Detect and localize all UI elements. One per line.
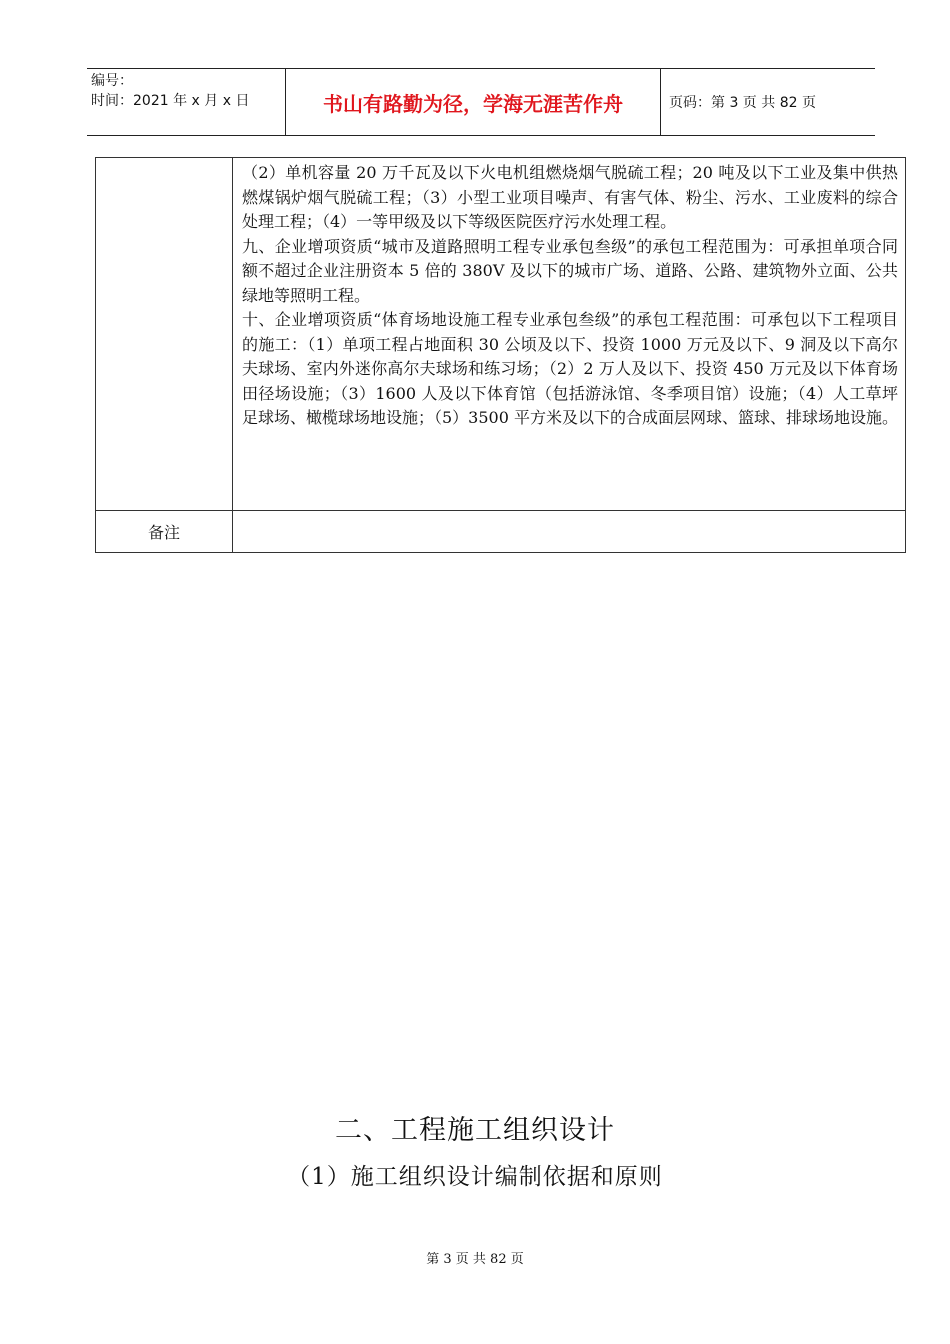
header-number-label: 编号： [91, 73, 133, 89]
header-page-info: 页码：第 3 页 共 82 页 [669, 95, 816, 111]
table-paragraph: （2）单机容量 20 万千瓦及以下火电机组燃烧烟气脱硫工程；20 吨及以下工业及集中供热燃煤锅炉烟气脱硫工程；（3）小型工业项目噪声、有害气体、粉尘、污水、工业废料的综合处理工程；（4）一等甲级及以下等级医院医疗污水处理工程。 [242, 163, 898, 231]
page-header [87, 68, 875, 136]
table-content-cell [242, 161, 898, 431]
table-paragraph: 九、企业增项资质“城市及道路照明工程专业承包叁级”的承包工程范围为：可承担单项合同额不超过企业注册资本 5 倍的 380V 及以下的城市广场、道路、公路、建筑物外立面、公共绿地等照明工程。 [242, 236, 898, 305]
header-motto: 书山有路勤为径，学海无涯苦作舟 [323, 91, 623, 116]
section-heading: 二、工程施工组织设计 [335, 1115, 615, 1146]
table-paragraph: 十、企业增项资质“体育场地设施工程专业承包叁级”的承包工程范围：可承包以下工程项目的施工：（1）单项工程占地面积 30 公顷及以下、投资 1000 万元及以下、9 洞及以下高尔夫球场、室内外迷你高尔夫球场和练习场；（2）2 万人及以下、投资 450 万元及以下体育场田径场设施；（3）1600 人及以下体育馆（包括游泳馆、冬季项目馆）设施；（4）人工草坪足球场、橄榄球场地设施；（5）3500 平方米及以下的合成面层网球、篮球、排球场地设施。 [242, 310, 898, 427]
header-meta [91, 71, 283, 111]
page-footer: 第 3 页 共 82 页 [426, 1252, 524, 1267]
section-subheading: （1）施工组织设计编制依据和原则 [287, 1164, 663, 1190]
note-label: 备注 [147, 523, 180, 542]
header-divider [660, 69, 661, 135]
table-column-divider [232, 158, 233, 552]
qualification-table [95, 157, 906, 553]
header-date: 时间：2021 年 x 月 x 日 [91, 93, 250, 109]
